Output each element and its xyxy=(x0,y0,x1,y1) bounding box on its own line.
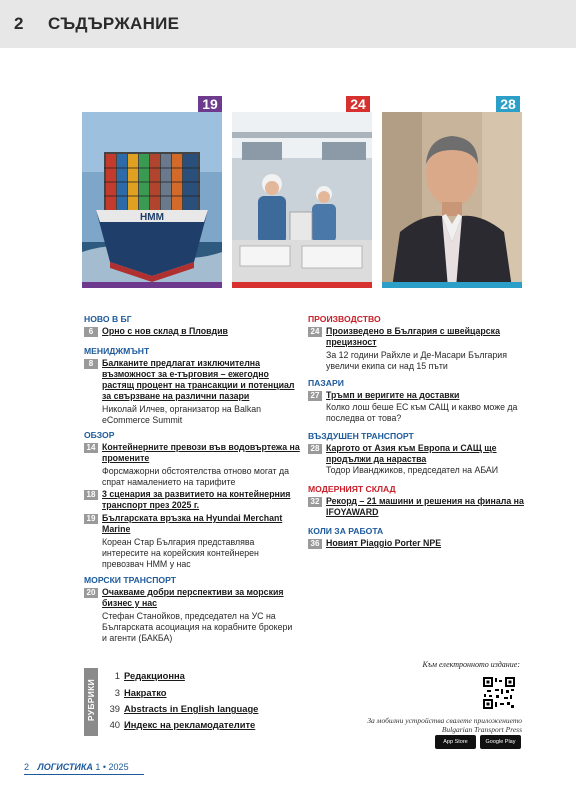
article-description: Форсмажорни обстоятелства отново могат да спрат намалението на тарифите xyxy=(102,466,290,487)
google-play-button[interactable] xyxy=(480,735,521,749)
qr-caption: Към електронното издание: xyxy=(422,660,520,669)
photo-badge: 24 xyxy=(346,96,370,113)
mobile-app-note: За мобилни устройства свалете приложението Bulgarian Transport Press xyxy=(367,716,522,734)
section-title-work-cars: КОЛИ ЗА РАБОТА xyxy=(308,526,384,536)
toc-entry[interactable] xyxy=(308,390,530,426)
toc-entry[interactable] xyxy=(308,496,530,520)
article-title[interactable]: Рекорд – 21 машини и решения на финала на IFOYAWARD xyxy=(326,496,524,517)
rubric-item[interactable] xyxy=(98,687,288,699)
page-badge: 8 xyxy=(84,359,98,369)
photo-badge: 19 xyxy=(198,96,222,113)
page-header xyxy=(0,0,576,48)
article-description: Николай Илчев, организатор на Balkan eCommerce Summit xyxy=(102,404,262,425)
rubric-page: 1 xyxy=(114,670,120,681)
article-title[interactable]: Орно с нов склад в Пловдив xyxy=(102,326,228,336)
rubric-title[interactable]: Abstracts in English language xyxy=(124,703,259,714)
article-title[interactable]: Контейнерните превози във водовъртежа на промените xyxy=(102,442,300,463)
section-title-air-transport: ВЪЗДУШЕН ТРАНСПОРТ xyxy=(308,431,414,441)
portrait-illustration xyxy=(382,112,522,288)
page-badge: 24 xyxy=(308,327,322,337)
rubric-page: 3 xyxy=(114,687,120,698)
page-badge: 14 xyxy=(84,443,98,453)
container-ship-illustration xyxy=(82,112,222,288)
article-title[interactable]: Българската връзка на Hyundai Merchant Marine xyxy=(102,513,283,534)
rubric-title[interactable]: Редакционна xyxy=(124,670,185,681)
page-badge: 36 xyxy=(308,539,322,549)
svg-text:HMM: HMM xyxy=(140,212,164,223)
magazine-name: ЛОГИСТИКА xyxy=(37,762,93,772)
page-badge: 32 xyxy=(308,497,322,507)
rubric-title[interactable]: Накратко xyxy=(124,687,167,698)
rubric-item[interactable] xyxy=(98,670,288,682)
toc-entry[interactable] xyxy=(308,538,530,550)
article-title[interactable]: Новият Piaggio Porter NPE xyxy=(326,538,442,548)
article-title[interactable]: Произведено в България с швейцарска прецизност xyxy=(326,326,500,347)
section-title-markets: ПАЗАРИ xyxy=(308,378,344,388)
page-number: 2 xyxy=(14,14,24,33)
article-title[interactable]: Тръмп и веригите на доставки xyxy=(326,390,460,400)
article-description: За 12 години Райхле и Де-Масари България увеличи екипа си над 15 пъти xyxy=(326,350,507,371)
qr-code-graphic xyxy=(482,676,516,710)
photo-badge: 28 xyxy=(496,96,520,113)
page-badge: 18 xyxy=(84,490,98,500)
section-title-production: ПРОИЗВОДСТВО xyxy=(308,314,381,324)
app-store-button[interactable] xyxy=(435,735,476,749)
section-title-modern-warehouse: МОДЕРНИЯТ СКЛАД xyxy=(308,484,396,494)
page-badge: 27 xyxy=(308,391,322,401)
toc-entry[interactable] xyxy=(308,326,530,370)
section-title-management: МЕНИДЖМЪНТ xyxy=(84,346,150,356)
toc-entry[interactable] xyxy=(84,326,304,338)
footer-divider xyxy=(24,774,144,775)
photo-color-bar xyxy=(82,282,222,288)
rubric-page: 40 xyxy=(109,719,120,730)
toc-entry[interactable] xyxy=(84,587,306,647)
section-title-overview: ОБЗОР xyxy=(84,430,115,440)
photo-color-bar xyxy=(382,282,522,288)
rubric-page: 39 xyxy=(109,703,120,714)
toc-entry[interactable] xyxy=(308,443,530,477)
page-badge: 20 xyxy=(84,588,98,598)
article-title[interactable]: 3 сценария за развитието на контейнерния транспорт през 2025 г. xyxy=(102,489,291,510)
rubrics-tab-label: РУБРИКИ xyxy=(86,678,96,722)
photo-color-bar xyxy=(232,282,372,288)
toc-entry[interactable] xyxy=(84,489,306,513)
qr-code-icon[interactable] xyxy=(482,676,516,710)
page-badge: 19 xyxy=(84,514,98,524)
page-footer xyxy=(24,762,129,772)
article-description: Кореан Стар България представлява интересите на корейския контейнерен превозвач HMM у нас xyxy=(102,537,259,569)
rubric-title[interactable]: Индекс на рекламодателите xyxy=(124,719,256,730)
page-badge: 28 xyxy=(308,444,322,454)
factory-workers-image[interactable] xyxy=(232,112,372,288)
article-description: Тодор Иванджиков, председател на АБАИ xyxy=(326,465,499,475)
google-play-label: Google Play xyxy=(485,739,516,745)
page-badge: 6 xyxy=(84,327,98,337)
rubrics-tab xyxy=(84,668,98,736)
rubric-item[interactable] xyxy=(98,719,288,731)
article-title[interactable]: Очакваме добри перспективи за морския бизнес у нас xyxy=(102,587,284,608)
article-description: Колко лош беше ЕС към САЩ и какво може да последва от това? xyxy=(326,402,518,423)
toc-entry[interactable] xyxy=(84,358,306,426)
page-title: СЪДЪРЖАНИЕ xyxy=(48,14,180,33)
app-store-label: App Store xyxy=(443,739,468,745)
rubric-item[interactable] xyxy=(98,703,288,715)
factory-illustration xyxy=(232,112,372,288)
container-ship-image[interactable] xyxy=(82,112,222,288)
portrait-man-image[interactable] xyxy=(382,112,522,288)
article-description: Стефан Станойков, председател на УС на Българската асоциация на корабните брокери и агенти (БАКБА) xyxy=(102,611,293,643)
article-title[interactable]: Балканите предлагат изключителна възможност за е-търговия – ежегодно растящ процент на трансакции и потенциал за свързване на различни пазари xyxy=(102,358,295,401)
footer-page-number: 2 xyxy=(24,762,30,772)
article-title[interactable]: Каргото от Азия към Европа и САЩ ще продължи да нараства xyxy=(326,443,497,464)
section-title-maritime: МОРСКИ ТРАНСПОРТ xyxy=(84,575,176,585)
issue-number: 1 • 2025 xyxy=(95,762,129,772)
section-title-novo-v-bg: НОВО В БГ xyxy=(84,314,132,324)
toc-entry[interactable] xyxy=(84,442,306,486)
toc-entry[interactable] xyxy=(84,513,306,569)
